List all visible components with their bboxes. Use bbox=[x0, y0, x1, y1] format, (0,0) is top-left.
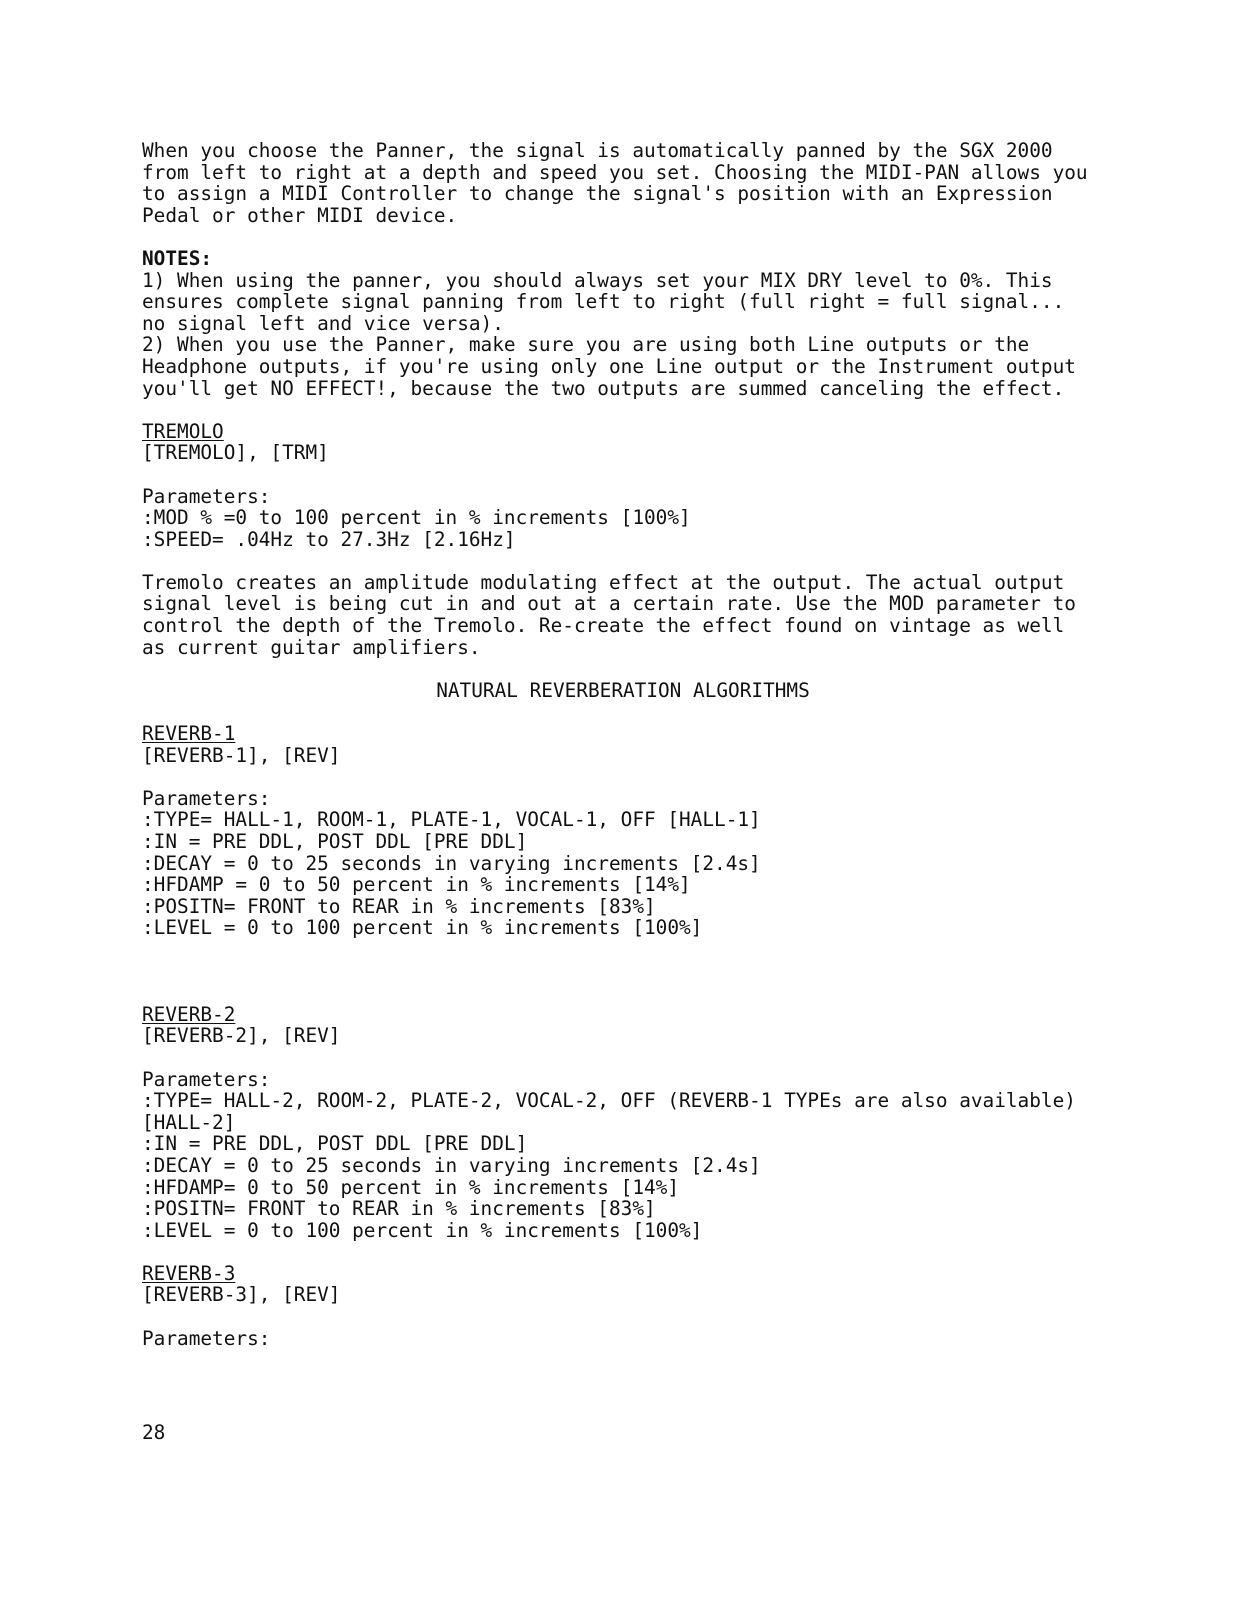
reverb3-section bbox=[142, 1263, 1142, 1349]
text-line: 1) When using the panner, you should always set your MIX DRY level to 0%. This bbox=[142, 268, 1053, 292]
section-heading: NATURAL REVERBERATION ALGORITHMS bbox=[436, 678, 810, 702]
parameter-line: :IN = PRE DDL, POST DDL [PRE DDL] bbox=[142, 830, 528, 853]
text-line: ensures complete signal panning from left to right (full right = full signal... bbox=[142, 290, 1065, 314]
parameters-label: Parameters: bbox=[142, 1326, 271, 1350]
parameter-line: :MOD % =0 to 100 percent in % increments [100%] bbox=[142, 506, 691, 530]
tremolo-section bbox=[142, 421, 1142, 659]
parameter-line: :HFDAMP= 0 to 50 percent in % increments [14%] bbox=[142, 1175, 680, 1199]
parameter-line: :POSITN= FRONT to REAR in % increments [83%] bbox=[142, 894, 656, 918]
reverb1-section bbox=[142, 723, 1142, 939]
text-line: from left to right at a depth and speed you set. Choosing the MIDI-PAN allows you bbox=[142, 160, 1088, 184]
text-line: to assign a MIDI Controller to change the signal's position with an Expression bbox=[142, 182, 1053, 206]
text-line: control the depth of the Tremolo. Re-create the effect found on vintage as well bbox=[142, 614, 1065, 638]
panner-intro-paragraph bbox=[142, 140, 1142, 226]
page-number: 28 bbox=[142, 1421, 166, 1444]
reverb1-display-name: [REVERB-1], [REV] bbox=[142, 743, 341, 767]
text-line: Tremolo creates an amplitude modulating effect at the output. The actual output bbox=[142, 570, 1065, 594]
parameter-line: :DECAY = 0 to 25 seconds in varying increments [2.4s] bbox=[142, 851, 761, 875]
document-page bbox=[142, 140, 1142, 1349]
parameter-line: :LEVEL = 0 to 100 percent in % increments [100%] bbox=[142, 1218, 703, 1242]
tremolo-display-name: [TREMOLO], [TRM] bbox=[142, 441, 329, 465]
parameters-label: Parameters: bbox=[142, 786, 271, 810]
parameters-label: Parameters: bbox=[142, 1067, 271, 1091]
parameter-line: :POSITN= FRONT to REAR in % increments [83%] bbox=[142, 1197, 656, 1221]
parameter-line: :LEVEL = 0 to 100 percent in % increments [100%] bbox=[142, 916, 703, 940]
reverb2-section bbox=[142, 1004, 1142, 1242]
parameter-line: :IN = PRE DDL, POST DDL [PRE DDL] bbox=[142, 1132, 528, 1156]
parameter-line: :TYPE= HALL-2, ROOM-2, PLATE-2, VOCAL-2, OFF (REVERB-1 TYPEs are also available) bbox=[142, 1089, 1076, 1113]
text-line: as current guitar amplifiers. bbox=[142, 635, 481, 659]
parameters-label: Parameters: bbox=[142, 484, 271, 508]
text-line: Pedal or other MIDI device. bbox=[142, 203, 458, 227]
parameter-line: :HFDAMP = 0 to 50 percent in % increments [14%] bbox=[142, 873, 691, 897]
text-line: no signal left and vice versa). bbox=[142, 311, 504, 335]
parameter-line: [HALL-2] bbox=[142, 1110, 236, 1134]
text-line: signal level is being cut in and out at a certain rate. Use the MOD parameter to bbox=[142, 592, 1076, 616]
reverb3-title: REVERB-3 bbox=[142, 1261, 236, 1285]
notes-block bbox=[142, 248, 1142, 399]
text-line: you'll get NO EFFECT!, because the two outputs are summed canceling the effect. bbox=[142, 376, 1065, 400]
notes-heading: NOTES: bbox=[142, 246, 213, 270]
reverb1-title: REVERB-1 bbox=[142, 722, 236, 746]
reverb2-title: REVERB-2 bbox=[142, 1002, 236, 1026]
text-line: Headphone outputs, if you're using only one Line output or the Instrument output bbox=[142, 354, 1076, 378]
parameter-line: :TYPE= HALL-1, ROOM-1, PLATE-1, VOCAL-1, OFF [HALL-1] bbox=[142, 808, 761, 832]
tremolo-title: TREMOLO bbox=[142, 419, 224, 443]
reverb2-display-name: [REVERB-2], [REV] bbox=[142, 1024, 341, 1048]
text-line: 2) When you use the Panner, make sure you are using both Line outputs or the bbox=[142, 333, 1030, 357]
parameter-line: :SPEED= .04Hz to 27.3Hz [2.16Hz] bbox=[142, 527, 516, 551]
parameter-line: :DECAY = 0 to 25 seconds in varying increments [2.4s] bbox=[142, 1153, 761, 1177]
reverb3-display-name: [REVERB-3], [REV] bbox=[142, 1283, 341, 1307]
text-line: When you choose the Panner, the signal is automatically panned by the SGX 2000 bbox=[142, 139, 1053, 162]
